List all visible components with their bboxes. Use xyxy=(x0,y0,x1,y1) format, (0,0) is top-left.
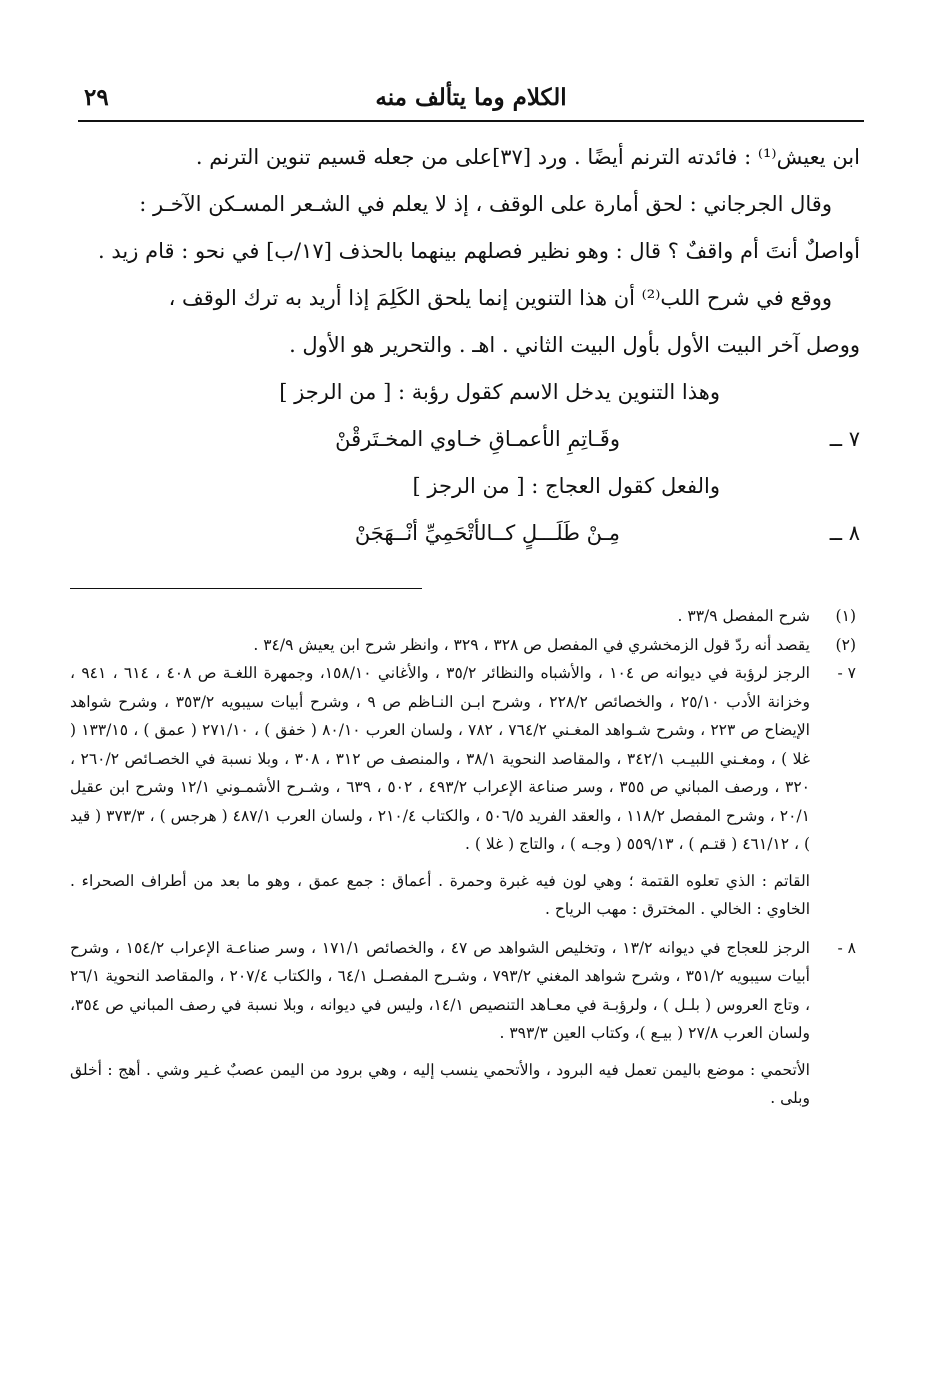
chapter-title: الكلام وما يتألف منه xyxy=(375,84,567,111)
footnote-text: الرجز للعجاج في ديوانه ١٣/٢ ، وتخليص الشواهد ص ٤٧ ، والخصائص ١٧١/١ ، وسر صناعـة الإعراب ١٥٤/٢ ، وشرح أبيات سيبويه ٣٥١/٢ ، وشرح شواهد المغني ٧٩٣/٢ ، وشـرح المفصـل ٦٤/١ ، والكتاب ٢٠٧/٤ ، والمقاصد النحوية ٢٦/١ ، وتاج العروس ( بلـل ) ، ولرؤبـة في معـاهد التنصيص ١٤/١، وليس في ديوانه ، وبلا نسبة في رصف المباني ص ٣٥٤، ولسان العرب ٢٧/٨ ( بيـع )، وكتاب العين ٣٩٣/٣ . xyxy=(70,938,810,1042)
page-header xyxy=(78,80,864,122)
verse-text: وقَـاتِمِ الأعمـاقِ خـاوي المخـتَرقْنْ xyxy=(335,427,620,451)
footnote-verse-8 xyxy=(70,934,860,1048)
paragraph-jurjani-cont: أواصلٌ أنتَ أم واقفٌ ؟ قال : وهو نظير فصلهم بينهما بالحذف [١٧/ب] في نحو : قام زيد . xyxy=(98,239,860,263)
footnote-text: الرجز لرؤبة في ديوانه ص ١٠٤ ، والأشباه والنظائر ٣٥/٢ ، والأغاني ١٥٨/١٠، وجمهرة اللغـة ص ٤٠٨ ، ٦١٤ ، ٩٤١ ، وخزانة الأدب ٢٥/١٠ ، والخصائص ٢٢٨/٢ ، وشرح ابـن النـاظم ص ٩ ، وشرح أبيات سيبويه ٣٥٣/٢ ، وشرح شواهد الإيضاح ص ٢٢٣ ، وشرح شـواهد المغـني ٧٦٤/٢ ، ٧٨٢ ، ولسان العرب ٨٠/١٠ ( خفق ) ، ٢٧١/١٠ ( عمق ) ، ١٣٣/١٥ ( غلا ) ، ومغـني اللبيـب ٣٤٢/١ ، والمقاصد النحوية ٣٨/١ ، والمنصف ص ٣١٢ ، ٣٠٨ ، وبلا نسبة في الخصـائص ٢٦٠/٢ ، ٣٢٠ ، ورصف المباني ص ٣٥٥ ، وسر صناعة الإعراب ٤٩٣/٢ ، ٥٠٢ ، ٦٣٩ ، وشـرح الأشمـوني ١٢/١ وشرح ابن عقيل ٢٠/١ ، وشرح المفصل ١١٨/٢ ، والعقد الفريد ٥٠٦/٥ ، والكتاب ٢١٠/٤ ، ولسان العرب ٤٨٧/١ ( هرجس ) ، ٣٧٣/٣ ( قيد ) ، ٤٦١/١٢ ( قتـم ) ، ٥٥٩/١٣ ( وجـه ) ، والتاج ( غلا ) . xyxy=(70,664,811,853)
verse-intro-ruba: وهذا التنوين يدخل الاسم كقول رؤبة : [ من الرجز ] xyxy=(279,380,720,404)
footnote-1 xyxy=(70,602,860,631)
footnote-verse-7 xyxy=(70,659,860,859)
page-number: ٢٩ xyxy=(84,84,109,111)
gloss-verse-8: الأتحمي : موضع باليمن تعمل فيه البرود ، والأتحمي ينسب إليه ، وهي برود من اليمن عصبٌ غـير وشي . أهج : أخلق وبلى . xyxy=(70,1060,810,1107)
footnotes xyxy=(70,602,860,1113)
verse-number: ٨ ــ xyxy=(829,521,860,545)
verse-8 xyxy=(70,510,860,557)
footnote-number: (٢) xyxy=(835,635,856,654)
footnote-number: ٨ - xyxy=(837,938,856,957)
footnote-divider xyxy=(70,588,422,589)
footnote-number: (١) xyxy=(835,607,856,625)
verse-number: ٧ ــ xyxy=(829,427,860,451)
paragraph-ibn-yaish: ابن يعيش⁽¹⁾ : فائدته الترنم أيضًا . ورد [٣٧]على من جعله قسيم تنوين الترنم . xyxy=(195,145,860,169)
footnote-number: ٧ - xyxy=(837,664,856,682)
paragraph-sharh-al-lubb-cont: ووصل آخر البيت الأول بأول البيت الثاني . اهـ . والتحرير هو الأول . xyxy=(289,333,860,357)
paragraph-jurjani: وقال الجرجاني : لحق أمارة على الوقف ، إذ لا يعلم في الشـعر المسـكن الآخـر : xyxy=(139,192,832,216)
paragraph-sharh-al-lubb: ووقع في شرح اللب⁽²⁾ أن هذا التنوين إنما يلحق الكَلِمَ إذا أريد به ترك الوقف ، xyxy=(168,286,832,310)
footnote-2 xyxy=(70,631,860,660)
footnote-text: يقصد أنه ردّ قول الزمخشري في المفصل ص ٣٢٨ ، ٣٢٩ ، وانظر شرح ابن يعيش ٣٤/٩ . xyxy=(253,635,810,654)
footnote-text: شرح المفصل ٣٣/٩ . xyxy=(677,607,810,625)
verse-text: مِـنْ طَلَـــلٍ كــالأتْحَمِيِّ أنْــهَجَنْ xyxy=(354,521,620,545)
gloss-verse-7: القاتم : الذي تعلوه القتمة ؛ وهي لون فيه غبرة وحمرة . أعماق : جمع عمق ، وهو ما بعد من أطراف الصحراء . الخاوي : الخالي . المخترق : مهب الرياح . xyxy=(70,871,810,918)
main-text xyxy=(70,134,860,557)
verse-intro-ajjaj: والفعل كقول العجاج : [ من الرجز ] xyxy=(412,474,720,498)
verse-7 xyxy=(70,416,860,463)
